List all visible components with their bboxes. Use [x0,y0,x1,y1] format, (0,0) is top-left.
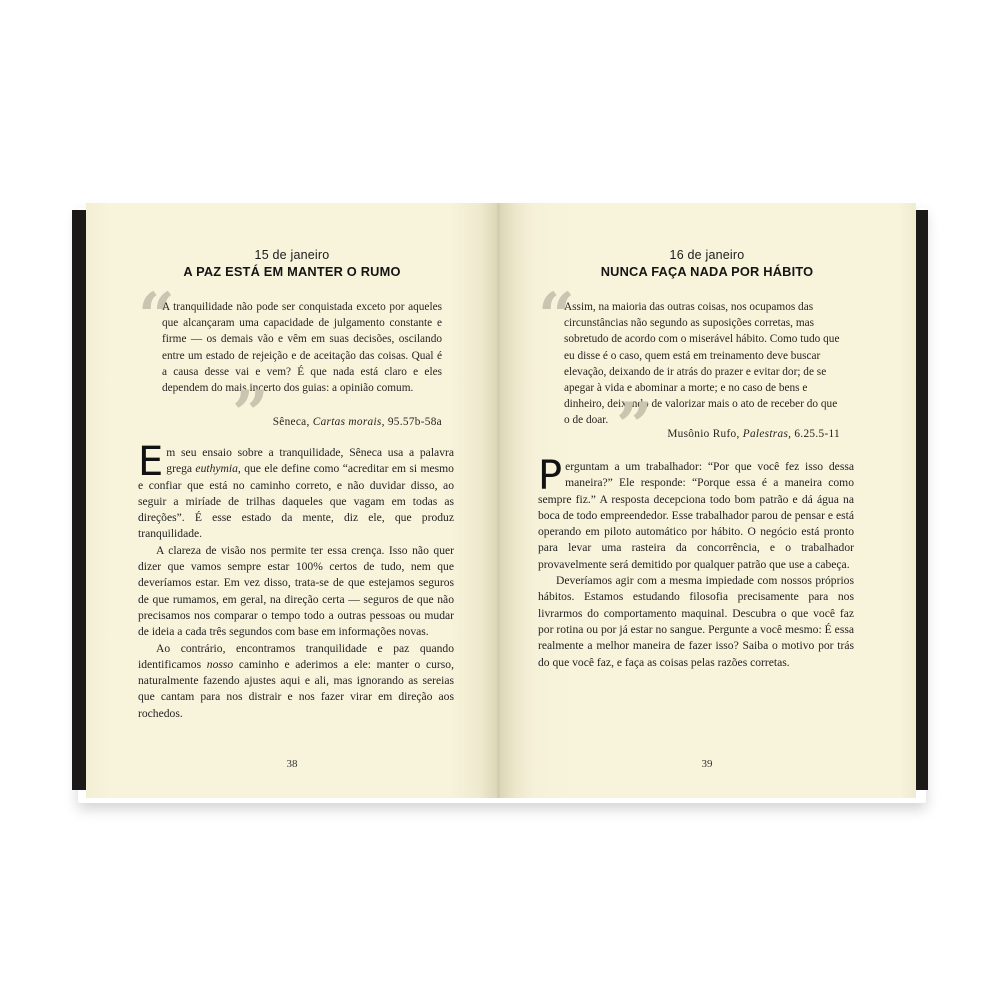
left-p3-italic: nosso [206,657,234,671]
book-cover-right-edge [914,210,928,790]
left-page-date: 15 de janeiro [254,248,330,262]
left-body-text [138,439,454,722]
left-p1-italic: euthymia [195,462,238,476]
left-p1-start: m seu ensaio sobre a tranquilidade, Sêneca usa a palavra grega [166,446,454,476]
right-page [498,203,916,798]
right-dropcap: P [538,453,563,499]
right-paragraph-2: Deveríamos agir com a mesma impiedade com nossos próprios hábitos. Estamos estudando filosofia precisamente para nos livrarmos do comportamento maquinal. Descubra o que você faz por rotina ou por já estar no sangue. Pergunte a você mesmo: É essa realmente a melhor maneira de fazer isso? Saiba o motivo por trás do que você faz, e faça as coisas pelas razões corretas. [538,574,854,669]
left-paragraph-1 [138,439,454,543]
right-epigraph-source [644,428,840,440]
left-epigraph-source [256,416,442,428]
right-page-number: 39 [701,758,713,770]
right-source-work: Palestras, [742,428,792,440]
left-p3-end: caminho e aderimos a ele: manter o curso, naturalmente fazendo ajustes aqui e ali, mas ignorando as sereias que cantam para nos distrair e nos fazer virar em direção aos rochedos. [138,657,454,720]
book-cover-left-edge [72,210,86,790]
left-page-title: A PAZ ESTÁ EM MANTER O RUMO [183,264,401,279]
left-source-work: Cartas morais, [312,416,385,428]
left-paragraph-3 [138,641,454,722]
right-paragraph-1 [538,453,854,573]
right-epigraph-quote: Assim, na maioria das outras coisas, nos ocupamos das circunstâncias não segundo as suposições corretas, mas sobretudo de acordo com o miserável hábito. Como tudo que eu disse é o caso, quem está em treinamento deve buscar elevação, deixando de ir atrás do prazer e evitar dor; de se apegar à vida e abominar a morte; e no caso de bens e dinheiro, deixando de valorizar mais o ato de receber do que o de doar. [564,301,840,427]
right-p1: erguntam a um trabalhador: “Por que você fez isso dessa maneira?” Ele responde: “Porque essa é a maneira como sempre fiz.” A resposta decepciona todo bom patrão e dá água na boca de todo empreendedor. Esse trabalhador parou de pensar e está operando em piloto automático por hábito. O negócio está pronto para levar uma rasteira da concorrência, e o trabalhador provavelmente será demitido por qualquer patrão que use a cabeça. [538,460,854,571]
left-page-number: 38 [286,758,298,770]
left-page [86,203,498,798]
left-epigraph-quote: A tranquilidade não pode ser conquistada exceto por aqueles que alcançaram uma capacidade de julgamento constante e firme — os demais vão e vêm em suas decisões, oscilando entre um estado de rejeição e de aceitação das coisas. Qual é a causa desse vai e vem? É que nada está claro e eles dependem do mais incerto dos guias: a opinião comum. [162,301,442,395]
right-body-text [538,453,854,671]
close-quote-mark-icon: ” [232,377,269,452]
open-quote-mark-icon: “ [138,279,175,354]
open-quote-mark-icon: “ [538,279,575,354]
right-source-author: Musônio Rufo, [667,428,740,440]
right-page-date: 16 de janeiro [669,248,745,262]
left-p3-start: Ao contrário, encontramos tranquilidade e paz quando identificamos [138,641,454,671]
right-source-ref: 6.25.5-11 [794,428,840,440]
right-page-title: NUNCA FAÇA NADA POR HÁBITO [600,264,814,279]
left-p1-end: , que ele define como “acreditar em si mesmo e confiar que está no caminho correto, e não duvidar disso, ao seguir a miríade de trilhas daqueles que vagam em todas as direções”. É esse estado da mente, diz ele, que produz tranquilidade. [138,462,454,541]
close-quote-mark-icon: ” [616,389,653,464]
left-source-ref: 95.57b-58a [387,416,442,428]
left-source-author: Sêneca, [272,416,310,428]
left-dropcap: E [138,439,164,485]
left-paragraph-2: A clareza de visão nos permite ter essa crença. Isso não quer dizer que vamos sempre estar 100% certos de tudo, nem que deveríamos estar. Em vez disso, trata-se de que estejamos seguros de que rumamos, em geral, na direção certa — seguros de que não precisamos nos comparar o tempo todo a outras pessoas ou mudar de ideia a cada três segundos com base em informações novas. [138,543,454,639]
